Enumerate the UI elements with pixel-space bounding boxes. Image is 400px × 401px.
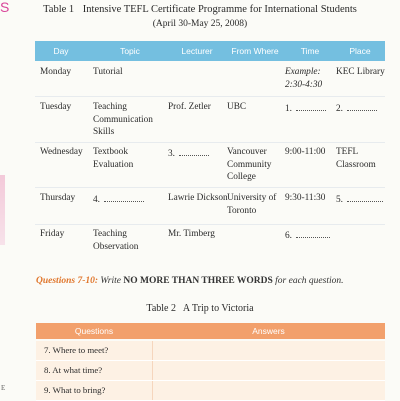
- table2-header: [36, 323, 385, 339]
- question-text: 8. At what time?: [44, 365, 103, 375]
- cell-topic: Textbook Evaluation: [93, 147, 134, 170]
- cell-day: Thursday: [40, 193, 76, 203]
- side-letter: S: [0, 0, 10, 15]
- cell-topic: Tutorial: [93, 67, 123, 77]
- page-edge-tab: [0, 175, 5, 245]
- cell-time: [285, 228, 337, 243]
- blank-number: 3.: [168, 149, 175, 159]
- answer-blank-3[interactable]: [179, 146, 209, 156]
- answer-blank-4[interactable]: [104, 192, 144, 202]
- question-text: 7. Where to meet?: [44, 345, 109, 355]
- table-row: [35, 97, 385, 143]
- cell-topic: Teaching Observation: [93, 229, 139, 252]
- header-day: Day: [53, 46, 69, 56]
- answer-blank-2[interactable]: [347, 101, 377, 111]
- cell-lecturer: Lawrie Dickson: [168, 193, 228, 203]
- answer-blank-5[interactable]: [347, 192, 383, 202]
- questions-label: Questions 7-10:: [36, 276, 99, 286]
- blank-number: 2.: [336, 104, 343, 114]
- instruction-limit: NO MORE THAN THREE WORDS: [123, 276, 273, 286]
- cell-day: Friday: [40, 229, 65, 239]
- header-answers: Answers: [252, 326, 285, 336]
- cell-lecturer: Mr. Timberg: [168, 229, 215, 239]
- table-row: [36, 361, 385, 381]
- answer-cell-9[interactable]: [152, 381, 386, 400]
- instruction-pre: Write: [100, 276, 121, 286]
- answer-cell-7[interactable]: [152, 341, 386, 360]
- table-row: [36, 381, 385, 401]
- table-row: [35, 64, 385, 97]
- blank-number: 1.: [285, 104, 292, 114]
- instruction-post: for each question.: [275, 276, 344, 286]
- answer-blank-1[interactable]: [296, 101, 326, 111]
- table1-subtitle: (April 30-May 25, 2008): [152, 19, 248, 29]
- cell-from-where: Vancouver Community College: [227, 147, 272, 182]
- table-row: [35, 188, 385, 225]
- cell-day: Tuesday: [40, 102, 72, 112]
- cell-from-where: University of Toronto: [227, 193, 277, 216]
- table1-header: [35, 41, 385, 61]
- cell-place: [336, 192, 386, 207]
- table-row: [35, 225, 385, 255]
- cell-topic: [93, 192, 163, 207]
- answer-cell-8[interactable]: [152, 361, 386, 380]
- header-topic: Topic: [120, 46, 140, 56]
- blank-number: 5.: [336, 195, 343, 205]
- cell-time: 9:30-11:30: [285, 193, 326, 203]
- cell-day: Monday: [40, 67, 71, 77]
- header-lecturer: Lecturer: [181, 46, 213, 56]
- blank-number: 4.: [93, 195, 100, 205]
- table-row: [36, 341, 385, 361]
- cell-place: [336, 101, 386, 116]
- cell-time: 9:00-11:00: [285, 147, 326, 157]
- table2-title: Table 2 A Trip to Victoria: [146, 303, 254, 314]
- header-from-where: From Where: [231, 46, 279, 56]
- header-time: Time: [300, 46, 320, 56]
- cell-time: [285, 101, 337, 116]
- answer-blank-6[interactable]: [296, 228, 330, 238]
- header-questions: Questions: [74, 326, 114, 336]
- table1-title-text: Intensive TEFL Certificate Programme for International Students: [82, 4, 357, 15]
- cell-time: [285, 66, 337, 91]
- table1-number: Table 1: [43, 4, 75, 15]
- cell-lecturer: Prof. Zetler: [168, 102, 211, 112]
- cell-day: Wednesday: [40, 147, 83, 157]
- table-row: [35, 143, 385, 188]
- question-text: 9. What to bring?: [44, 385, 106, 395]
- header-place: Place: [349, 46, 371, 56]
- table1-title: [0, 4, 400, 15]
- cell-topic: Teaching Communication Skills: [93, 102, 153, 137]
- questions-instruction: [36, 276, 343, 286]
- blank-number: 6.: [285, 231, 292, 241]
- cell-lecturer: [168, 146, 230, 161]
- time-example-value: 2:30-4:30: [285, 79, 323, 90]
- side-mark: E: [1, 384, 6, 392]
- cell-place: TEFL Classroom: [336, 147, 376, 170]
- cell-place: KEC Library: [336, 67, 385, 77]
- cell-from-where: UBC: [227, 102, 247, 112]
- time-example-label: Example:: [285, 67, 321, 77]
